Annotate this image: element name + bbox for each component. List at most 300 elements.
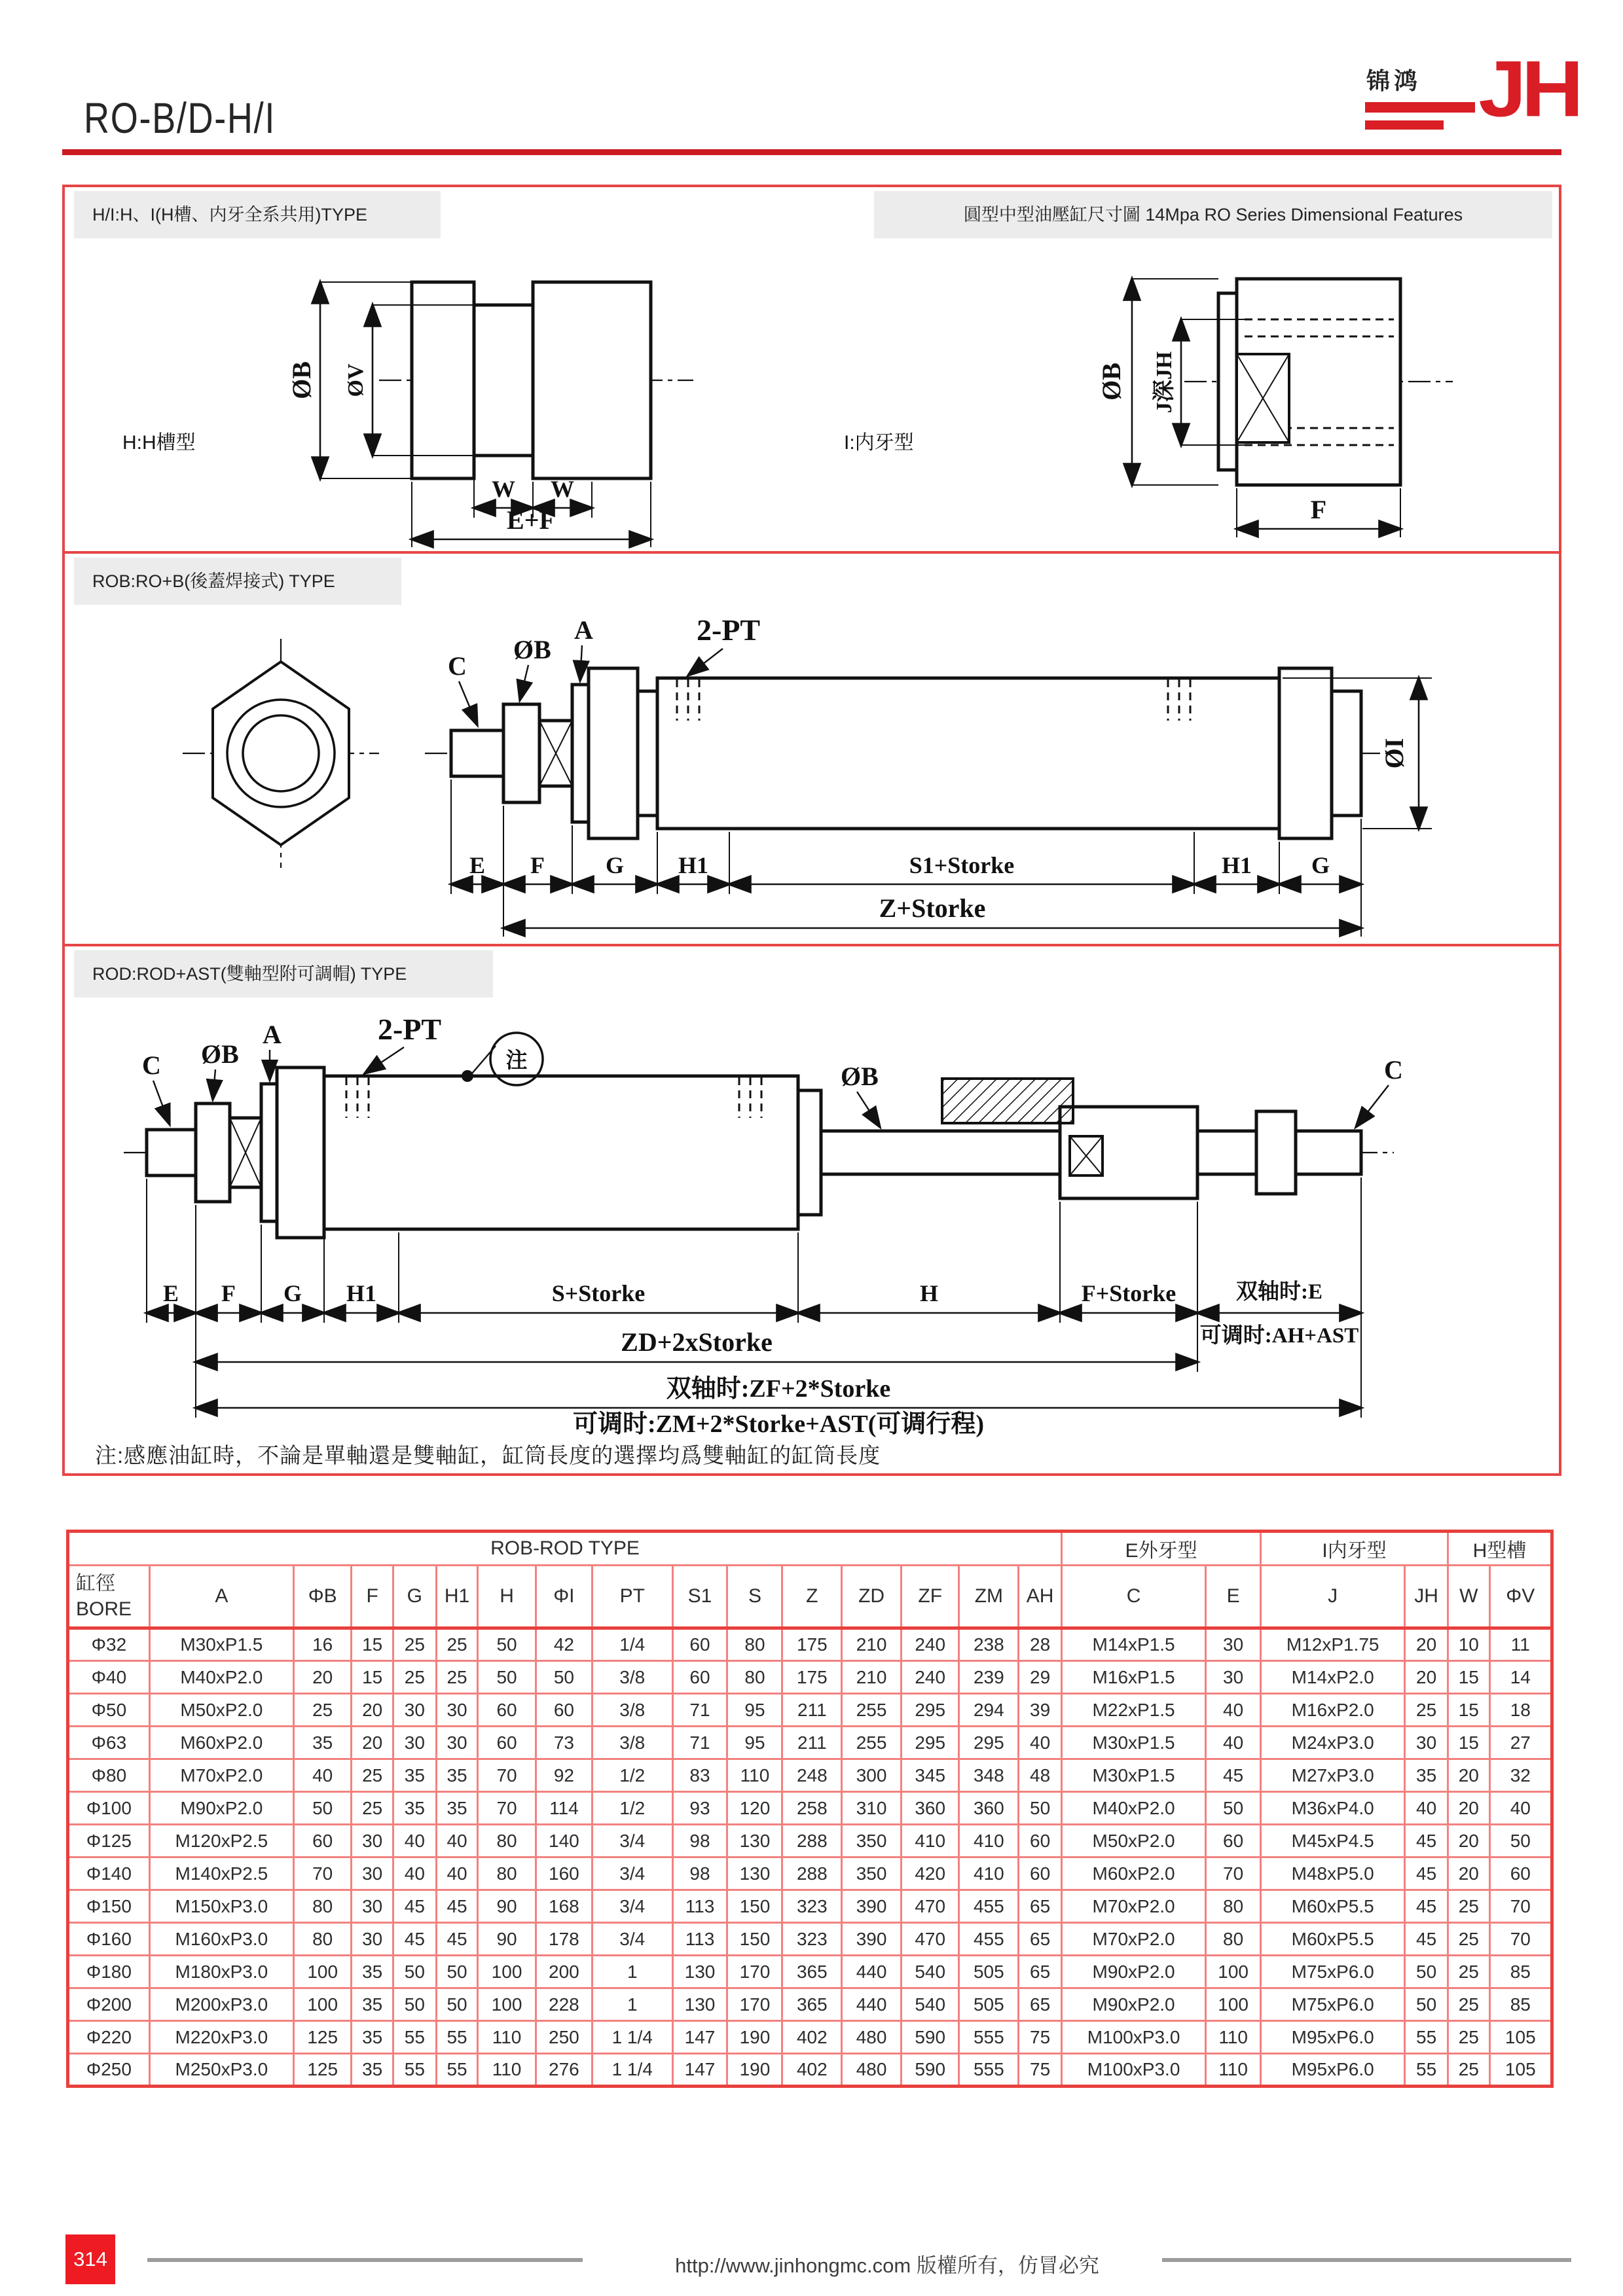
group-e-type: E外牙型	[1062, 1532, 1261, 1566]
value-cell: 440	[842, 1988, 902, 2021]
bore-label-cn: 缸徑	[76, 1573, 115, 1594]
col-jh: JH	[1405, 1566, 1448, 1628]
value-cell: 100	[1206, 1956, 1261, 1988]
value-cell: 20	[1448, 1792, 1490, 1825]
value-cell: 25	[1448, 1890, 1490, 1923]
value-cell: M70xP2.0	[1062, 1923, 1206, 1956]
head-nut-outline	[589, 668, 638, 838]
value-cell: M50xP2.0	[1062, 1825, 1206, 1857]
column-header-row	[68, 1566, 1552, 1628]
value-cell: 35	[352, 1988, 393, 2021]
footer-copyright: http://www.jinhongmc.com 版權所有，仿冒必究	[675, 2254, 1099, 2277]
value-cell: M100xP3.0	[1062, 2021, 1206, 2054]
cylinder-body-outline	[657, 678, 1279, 829]
value-cell: 50	[436, 1956, 478, 1988]
col-zf: ZF	[901, 1566, 959, 1628]
h-type-caption: H:H槽型	[122, 432, 196, 454]
value-cell: 1	[593, 1988, 673, 2021]
body-outline	[533, 282, 651, 478]
value-cell: M12xP1.75	[1261, 1628, 1405, 1661]
value-cell: 25	[436, 1661, 478, 1694]
value-cell: 20	[293, 1661, 352, 1694]
value-cell: 555	[959, 2021, 1019, 2054]
value-cell: 20	[1448, 1825, 1490, 1857]
col-w: W	[1448, 1566, 1490, 1628]
dim-e: E	[162, 1280, 179, 1306]
label-a: A	[574, 615, 593, 645]
value-cell: 190	[727, 2054, 782, 2087]
bore-cell: Φ140	[68, 1857, 150, 1890]
value-cell: 93	[672, 1792, 727, 1825]
value-cell: M200xP3.0	[149, 1988, 293, 2021]
value-cell: M75xP6.0	[1261, 1956, 1405, 1988]
content-box	[62, 185, 1561, 1476]
col-s: S	[727, 1566, 782, 1628]
value-cell: 30	[393, 1694, 436, 1727]
gland-outline	[638, 691, 657, 816]
col-e: E	[1206, 1566, 1261, 1628]
value-cell: 175	[782, 1628, 842, 1661]
value-cell: 345	[901, 1759, 959, 1792]
value-cell: 35	[436, 1792, 478, 1825]
value-cell: 150	[727, 1923, 782, 1956]
head-left-outline	[277, 1067, 324, 1238]
value-cell: 310	[842, 1792, 902, 1825]
bore-cell: Φ80	[68, 1759, 150, 1792]
bore-cell: Φ32	[68, 1628, 150, 1661]
value-cell: 140	[536, 1825, 592, 1857]
value-cell: 60	[1206, 1825, 1261, 1857]
value-cell: 50	[1206, 1792, 1261, 1825]
value-cell: 50	[393, 1988, 436, 2021]
value-cell: 20	[352, 1727, 393, 1759]
value-cell: 590	[901, 2054, 959, 2087]
table-row	[68, 1857, 1552, 1890]
label-c: C	[448, 651, 467, 681]
value-cell: 50	[293, 1792, 352, 1825]
rear-cap-outline	[1332, 691, 1361, 816]
col-a: A	[149, 1566, 293, 1628]
value-cell: M24xP3.0	[1261, 1727, 1405, 1759]
value-cell: 45	[393, 1890, 436, 1923]
value-cell: 160	[536, 1857, 592, 1890]
value-cell: 55	[1405, 2054, 1448, 2087]
bore-cell: Φ100	[68, 1792, 150, 1825]
value-cell: 105	[1489, 2021, 1552, 2054]
section-divider	[65, 551, 1559, 554]
value-cell: 100	[1206, 1988, 1261, 2021]
group-header-row	[68, 1532, 1552, 1566]
value-cell: 125	[293, 2021, 352, 2054]
value-cell: 555	[959, 2054, 1019, 2087]
value-cell: 98	[672, 1857, 727, 1890]
dim-f-storke: F+Storke	[1081, 1280, 1176, 1306]
value-cell: 15	[352, 1661, 393, 1694]
value-cell: 85	[1489, 1988, 1552, 2021]
value-cell: 3/8	[593, 1694, 673, 1727]
logo-jh-text: JH	[1478, 44, 1578, 134]
value-cell: 211	[782, 1694, 842, 1727]
value-cell: 170	[727, 1956, 782, 1988]
value-cell: M75xP6.0	[1261, 1988, 1405, 2021]
value-cell: M40xP2.0	[1062, 1792, 1206, 1825]
value-cell: M90xP2.0	[1062, 1956, 1206, 1988]
value-cell: 50	[393, 1956, 436, 1988]
value-cell: 14	[1489, 1661, 1552, 1694]
table-row	[68, 2021, 1552, 2054]
value-cell: 27	[1489, 1727, 1552, 1759]
value-cell: 100	[478, 1956, 536, 1988]
table-row	[68, 2054, 1552, 2087]
col-pt: PT	[593, 1566, 673, 1628]
value-cell: 323	[782, 1923, 842, 1956]
h-type-drawing	[84, 246, 792, 554]
value-cell: 80	[727, 1628, 782, 1661]
value-cell: 480	[842, 2021, 902, 2054]
value-cell: 540	[901, 1956, 959, 1988]
bore-cell: Φ220	[68, 2021, 150, 2054]
value-cell: 147	[672, 2054, 727, 2087]
value-cell: 210	[842, 1628, 902, 1661]
value-cell: 168	[536, 1890, 592, 1923]
value-cell: M30xP1.5	[1062, 1727, 1206, 1759]
value-cell: 40	[436, 1825, 478, 1857]
value-cell: 1 1/4	[593, 2054, 673, 2087]
value-cell: 300	[842, 1759, 902, 1792]
value-cell: 90	[478, 1890, 536, 1923]
value-cell: M40xP2.0	[149, 1661, 293, 1694]
value-cell: 110	[1206, 2021, 1261, 2054]
value-cell: 50	[478, 1661, 536, 1694]
page-title: RO-B/D-H/I	[84, 94, 276, 142]
value-cell: 50	[1019, 1792, 1062, 1825]
label-c-left: C	[142, 1050, 161, 1080]
note-text: 注:感應油缸時，不論是單軸還是雙軸缸，缸筒長度的選擇均爲雙軸缸的缸筒長度	[95, 1443, 881, 1467]
value-cell: 350	[842, 1857, 902, 1890]
value-cell: 95	[727, 1727, 782, 1759]
bore-cell: Φ180	[68, 1956, 150, 1988]
value-cell: 100	[293, 1956, 352, 1988]
value-cell: 35	[352, 2054, 393, 2087]
value-cell: 1 1/4	[593, 2021, 673, 2054]
value-cell: 65	[1019, 1956, 1062, 1988]
dim-adj-ah: 可调时:AH+AST	[1199, 1324, 1359, 1348]
value-cell: 70	[478, 1759, 536, 1792]
value-cell: 130	[672, 1988, 727, 2021]
value-cell: M36xP4.0	[1261, 1792, 1405, 1825]
value-cell: 250	[536, 2021, 592, 2054]
table-row	[68, 1628, 1552, 1661]
col-ov: ΦV	[1489, 1566, 1552, 1628]
value-cell: M150xP3.0	[149, 1890, 293, 1923]
value-cell: 35	[1405, 1759, 1448, 1792]
value-cell: 295	[901, 1727, 959, 1759]
value-cell: 25	[436, 1628, 478, 1661]
value-cell: 25	[1405, 1694, 1448, 1727]
value-cell: 42	[536, 1628, 592, 1661]
value-cell: 178	[536, 1923, 592, 1956]
value-cell: 25	[352, 1792, 393, 1825]
value-cell: 55	[436, 2021, 478, 2054]
value-cell: 45	[1405, 1857, 1448, 1890]
value-cell: 45	[436, 1923, 478, 1956]
value-cell: 40	[293, 1759, 352, 1792]
value-cell: 65	[1019, 1988, 1062, 2021]
dim-f: F	[221, 1280, 236, 1306]
bore-cell: Φ200	[68, 1988, 150, 2021]
value-cell: 73	[536, 1727, 592, 1759]
value-cell: 25	[293, 1694, 352, 1727]
value-cell: M16xP2.0	[1261, 1694, 1405, 1727]
bore-label-en: BORE	[76, 1598, 132, 1620]
value-cell: 295	[959, 1727, 1019, 1759]
value-cell: 80	[727, 1661, 782, 1694]
value-cell: 35	[352, 1956, 393, 1988]
value-cell: 70	[478, 1792, 536, 1825]
groove-outline	[474, 305, 533, 456]
cylinder-body-outline	[324, 1076, 798, 1229]
value-cell: 75	[1019, 2054, 1062, 2087]
value-cell: 130	[727, 1857, 782, 1890]
value-cell: M60xP5.5	[1261, 1923, 1405, 1956]
col-c: C	[1062, 1566, 1206, 1628]
value-cell: 480	[842, 2054, 902, 2087]
value-cell: 114	[536, 1792, 592, 1825]
table-row	[68, 1759, 1552, 1792]
table-row	[68, 1661, 1552, 1694]
flange-outline	[412, 282, 474, 478]
value-cell: 60	[672, 1661, 727, 1694]
value-cell: 11	[1489, 1628, 1552, 1661]
col-oi: ΦI	[536, 1566, 592, 1628]
value-cell: M70xP2.0	[149, 1759, 293, 1792]
col-j: J	[1261, 1566, 1405, 1628]
footer-rule-right	[1162, 2258, 1571, 2262]
value-cell: 1/2	[593, 1792, 673, 1825]
value-cell: 110	[1206, 2054, 1261, 2087]
value-cell: 60	[478, 1694, 536, 1727]
value-cell: M140xP2.5	[149, 1857, 293, 1890]
value-cell: 150	[727, 1890, 782, 1923]
value-cell: 200	[536, 1956, 592, 1988]
value-cell: 29	[1019, 1661, 1062, 1694]
value-cell: 470	[901, 1923, 959, 1956]
value-cell: 100	[293, 1988, 352, 2021]
value-cell: 25	[393, 1628, 436, 1661]
value-cell: M120xP2.5	[149, 1825, 293, 1857]
value-cell: 211	[782, 1727, 842, 1759]
group-h-type: H型槽	[1448, 1532, 1552, 1566]
dim-h1b: H1	[1221, 852, 1252, 878]
value-cell: 85	[1489, 1956, 1552, 1988]
value-cell: 60	[1019, 1825, 1062, 1857]
dim-g: G	[283, 1280, 302, 1306]
value-cell: 3/4	[593, 1825, 673, 1857]
bore-cell: Φ50	[68, 1694, 150, 1727]
value-cell: M22xP1.5	[1062, 1694, 1206, 1727]
logo-bar2-icon	[1365, 120, 1444, 130]
table-row	[68, 1890, 1552, 1923]
value-cell: 455	[959, 1923, 1019, 1956]
col-h: H	[478, 1566, 536, 1628]
value-cell: 40	[393, 1857, 436, 1890]
value-cell: 30	[1405, 1727, 1448, 1759]
value-cell: 110	[727, 1759, 782, 1792]
title-rule	[62, 149, 1561, 155]
dim-h: H	[919, 1280, 939, 1306]
value-cell: 45	[393, 1923, 436, 1956]
value-cell: 455	[959, 1890, 1019, 1923]
col-ob: ΦB	[293, 1566, 352, 1628]
dim-s: S+Storke	[551, 1280, 646, 1306]
value-cell: 80	[478, 1825, 536, 1857]
dim-label-w1: W	[492, 476, 515, 502]
value-cell: 295	[901, 1694, 959, 1727]
value-cell: 35	[293, 1727, 352, 1759]
value-cell: M95xP6.0	[1261, 2021, 1405, 2054]
company-logo	[1366, 44, 1582, 143]
table-row	[68, 1694, 1552, 1727]
value-cell: 40	[1206, 1694, 1261, 1727]
value-cell: 39	[1019, 1694, 1062, 1727]
bore-cell: Φ125	[68, 1825, 150, 1857]
value-cell: 60	[478, 1727, 536, 1759]
value-cell: 30	[1206, 1661, 1261, 1694]
value-cell: 238	[959, 1628, 1019, 1661]
dim-label-ob: ØB	[1097, 363, 1126, 401]
value-cell: M180xP3.0	[149, 1956, 293, 1988]
value-cell: 90	[478, 1923, 536, 1956]
value-cell: 3/8	[593, 1727, 673, 1759]
adjust-cap-hatched-block	[942, 1079, 1073, 1123]
label-a: A	[263, 1020, 282, 1049]
value-cell: 25	[1448, 1923, 1490, 1956]
rod-left-outline	[147, 1130, 196, 1175]
value-cell: 55	[393, 2054, 436, 2087]
value-cell: 20	[1448, 1857, 1490, 1890]
col-z: Z	[782, 1566, 842, 1628]
value-cell: 20	[1405, 1628, 1448, 1661]
section-rob-header: ROB:RO+B(後蓋焊接式) TYPE	[74, 558, 401, 605]
value-cell: 83	[672, 1759, 727, 1792]
value-cell: M160xP3.0	[149, 1923, 293, 1956]
value-cell: 470	[901, 1890, 959, 1923]
dim-g: G	[605, 852, 625, 878]
note-dot-icon	[462, 1070, 473, 1082]
dim-dual-e: 双轴时:E	[1236, 1280, 1322, 1304]
logo-bar-icon	[1365, 102, 1475, 113]
label-ob-left: ØB	[201, 1039, 239, 1069]
value-cell: 239	[959, 1661, 1019, 1694]
value-cell: 60	[672, 1628, 727, 1661]
value-cell: 323	[782, 1890, 842, 1923]
table-row	[68, 1956, 1552, 1988]
value-cell: 505	[959, 1956, 1019, 1988]
value-cell: 1/2	[593, 1759, 673, 1792]
dim-h1: H1	[678, 852, 709, 878]
value-cell: 410	[901, 1825, 959, 1857]
label-note-mark: 注	[505, 1049, 528, 1073]
value-cell: 350	[842, 1825, 902, 1857]
value-cell: 294	[959, 1694, 1019, 1727]
value-cell: 30	[352, 1857, 393, 1890]
value-cell: 110	[478, 2021, 536, 2054]
head-right-outline	[798, 1090, 821, 1215]
value-cell: 35	[352, 2021, 393, 2054]
label-ob-right: ØB	[841, 1062, 879, 1091]
value-cell: 590	[901, 2021, 959, 2054]
bore-cell: Φ63	[68, 1727, 150, 1759]
value-cell: 15	[1448, 1727, 1490, 1759]
value-cell: 113	[672, 1890, 727, 1923]
value-cell: M90xP2.0	[1062, 1988, 1206, 2021]
value-cell: 98	[672, 1825, 727, 1857]
value-cell: 540	[901, 1988, 959, 2021]
value-cell: 20	[1405, 1661, 1448, 1694]
value-cell: 25	[1448, 1956, 1490, 1988]
value-cell: M60xP2.0	[1062, 1857, 1206, 1890]
dim-label-w2: W	[551, 476, 574, 502]
nut-right-outline	[1256, 1111, 1296, 1194]
value-cell: 45	[1405, 1825, 1448, 1857]
value-cell: 45	[1405, 1890, 1448, 1923]
value-cell: 50	[436, 1988, 478, 2021]
value-cell: 70	[1489, 1923, 1552, 1956]
hex-end-view	[213, 662, 349, 845]
value-cell: 240	[901, 1628, 959, 1661]
table-row	[68, 1727, 1552, 1759]
dim-h1: H1	[346, 1280, 377, 1306]
value-cell: 32	[1489, 1759, 1552, 1792]
value-cell: 348	[959, 1759, 1019, 1792]
logo-cn-text: 锦鸿	[1366, 67, 1422, 94]
value-cell: 240	[901, 1661, 959, 1694]
value-cell: 28	[1019, 1628, 1062, 1661]
value-cell: M16xP1.5	[1062, 1661, 1206, 1694]
section-divider	[65, 944, 1559, 946]
value-cell: 45	[1206, 1759, 1261, 1792]
value-cell: 60	[1019, 1857, 1062, 1890]
value-cell: 40	[1405, 1792, 1448, 1825]
value-cell: 210	[842, 1661, 902, 1694]
value-cell: 130	[672, 1956, 727, 1988]
value-cell: 55	[393, 2021, 436, 2054]
col-zd: ZD	[842, 1566, 902, 1628]
value-cell: 80	[293, 1923, 352, 1956]
section-hi-header-right: 圓型中型油壓缸尺寸圖 14Mpa RO Series Dimensional Features	[874, 191, 1552, 238]
value-cell: 505	[959, 1988, 1019, 2021]
group-i-type: I内牙型	[1261, 1532, 1448, 1566]
value-cell: 30	[1206, 1628, 1261, 1661]
value-cell: 170	[727, 1988, 782, 2021]
value-cell: M48xP5.0	[1261, 1857, 1405, 1890]
value-cell: 16	[293, 1628, 352, 1661]
label-ob: ØB	[513, 635, 551, 664]
value-cell: 30	[436, 1694, 478, 1727]
value-cell: 390	[842, 1923, 902, 1956]
value-cell: 276	[536, 2054, 592, 2087]
value-cell: 40	[1489, 1792, 1552, 1825]
value-cell: 30	[352, 1825, 393, 1857]
dim-f: F	[530, 852, 545, 878]
value-cell: M70xP2.0	[1062, 1890, 1206, 1923]
value-cell: 25	[352, 1759, 393, 1792]
value-cell: 60	[536, 1694, 592, 1727]
bore-cell: Φ40	[68, 1661, 150, 1694]
dim-zf-total: 双轴时:ZF+2*Storke	[666, 1375, 891, 1403]
value-cell: 50	[1405, 1956, 1448, 1988]
dim-label-ov: ØV	[344, 363, 368, 397]
